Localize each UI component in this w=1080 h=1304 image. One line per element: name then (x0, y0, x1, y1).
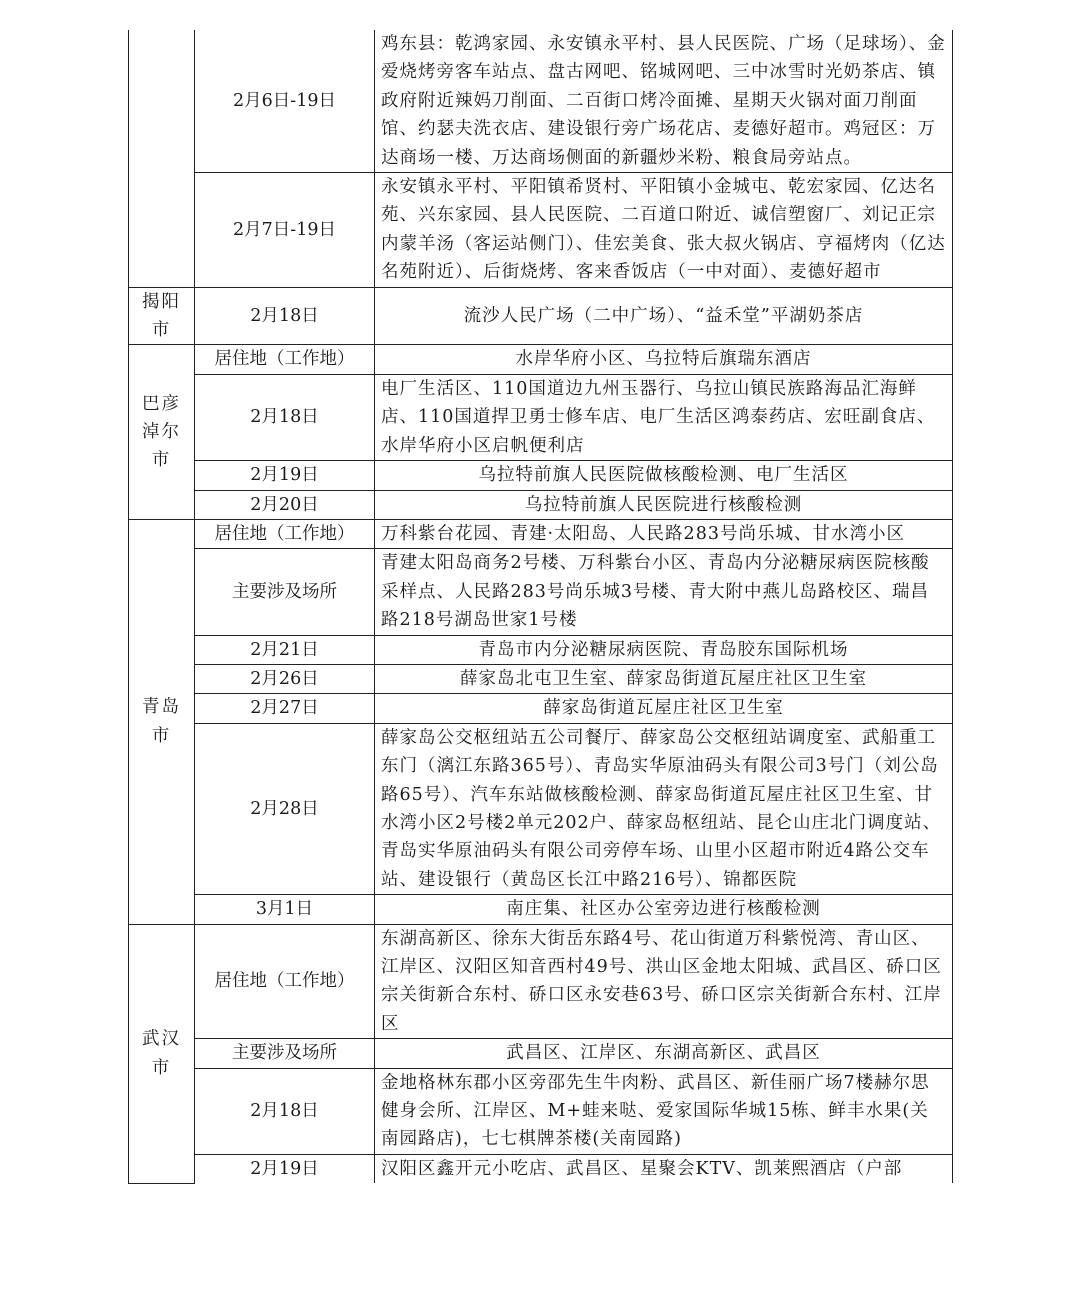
date-cell: 3月1日 (195, 895, 375, 924)
table-row (129, 287, 953, 345)
city-cell: 巴彦淖尔市 (129, 345, 195, 519)
table-row (129, 374, 953, 460)
places-cell: 万科紫台花园、青建·太阳岛、人民路283号尚乐城、甘水湾小区 (375, 519, 953, 548)
table-row (129, 1039, 953, 1068)
date-cell: 2月19日 (195, 1154, 375, 1183)
date-cell: 居住地（工作地） (195, 924, 375, 1039)
table-row (129, 1068, 953, 1154)
table-row (129, 549, 953, 635)
places-cell: 薛家岛公交枢纽站五公司餐厅、薛家岛公交枢纽站调度室、武船重工东门（漓江东路365号）、青岛实华原油码头有限公司3号门（刘公岛路65号）、汽车东站做核酸检测、薛家岛街道瓦屋庄社区卫生室、甘水湾小区2号楼2单元202户、薛家岛枢纽站、昆仑山庄北门调度站、青岛实华原油码头有限公司旁停车场、山里小区超市附近4路公交车站、建设银行（黄岛区长江中路216号）、锦都医院 (375, 723, 953, 894)
exposure-locations-table (128, 30, 953, 1184)
table-row (129, 895, 953, 924)
table-row (129, 173, 953, 288)
date-cell: 2月28日 (195, 723, 375, 894)
places-cell: 乌拉特前旗人民医院进行核酸检测 (375, 490, 953, 519)
places-cell: 南庄集、社区办公室旁边进行核酸检测 (375, 895, 953, 924)
table-row (129, 490, 953, 519)
date-cell: 2月20日 (195, 490, 375, 519)
table-row (129, 519, 953, 548)
date-cell: 2月21日 (195, 635, 375, 664)
table-row (129, 30, 953, 173)
date-cell: 2月18日 (195, 1068, 375, 1154)
date-cell: 居住地（工作地） (195, 519, 375, 548)
date-cell: 2月6日-19日 (195, 30, 375, 173)
table-row (129, 635, 953, 664)
date-cell: 2月27日 (195, 694, 375, 723)
table-row (129, 723, 953, 894)
places-cell: 东湖高新区、徐东大街岳东路4号、花山街道万科紫悦湾、青山区、江岸区、汉阳区知音西村49号、洪山区金地太阳城、武昌区、硚口区宗关街新合东村、硚口区永安巷63号、硚口区宗关街新合东村、江岸区 (375, 924, 953, 1039)
date-cell: 2月7日-19日 (195, 173, 375, 288)
places-cell: 乌拉特前旗人民医院做核酸检测、电厂生活区 (375, 461, 953, 490)
places-cell: 青岛市内分泌糖尿病医院、青岛胶东国际机场 (375, 635, 953, 664)
table-row (129, 924, 953, 1039)
places-cell: 武昌区、江岸区、东湖高新区、武昌区 (375, 1039, 953, 1068)
places-cell: 青建太阳岛商务2号楼、万科紫台小区、青岛内分泌糖尿病医院核酸采样点、人民路283号尚乐城3号楼、青大附中燕儿岛路校区、瑞昌路218号湖岛世家1号楼 (375, 549, 953, 635)
table-row (129, 664, 953, 693)
places-cell: 流沙人民广场（二中广场）、“益禾堂”平湖奶茶店 (375, 287, 953, 345)
city-cell: 揭阳市 (129, 287, 195, 345)
date-cell: 主要涉及场所 (195, 1039, 375, 1068)
city-cell: 武汉市 (129, 924, 195, 1183)
places-cell: 薛家岛街道瓦屋庄社区卫生室 (375, 694, 953, 723)
date-cell: 2月18日 (195, 374, 375, 460)
places-cell: 水岸华府小区、乌拉特后旗瑞东酒店 (375, 345, 953, 374)
places-cell: 薛家岛北屯卫生室、薛家岛街道瓦屋庄社区卫生室 (375, 664, 953, 693)
places-cell: 汉阳区鑫开元小吃店、武昌区、星聚会KTV、凯莱熙酒店（户部 (375, 1154, 953, 1183)
table-row (129, 694, 953, 723)
city-cell: 青岛市 (129, 519, 195, 924)
table-row (129, 345, 953, 374)
places-cell: 永安镇永平村、平阳镇希贤村、平阳镇小金城屯、乾宏家园、亿达名苑、兴东家园、县人民医院、二百道口附近、诚信塑窗厂、刘记正宗内蒙羊汤（客运站侧门）、佳宏美食、张大叔火锅店、亨福烤肉（亿达名苑附近）、后街烧烤、客来香饭店（一中对面）、麦德好超市 (375, 173, 953, 288)
places-cell: 金地格林东郡小区旁邵先生牛肉粉、武昌区、新佳丽广场7楼赫尔思健身会所、江岸区、M+蛙来哒、爱家国际华城15栋、鲜丰水果(关南园路店)，七七棋牌茶楼(关南园路) (375, 1068, 953, 1154)
date-cell: 居住地（工作地） (195, 345, 375, 374)
places-cell: 鸡东县：乾鸿家园、永安镇永平村、县人民医院、广场（足球场）、金爱烧烤旁客车站点、盘古网吧、铭城网吧、三中冰雪时光奶茶店、镇政府附近辣妈刀削面、二百街口烤冷面摊、星期天火锅对面刀削面馆、约瑟夫洗衣店、建设银行旁广场花店、麦德好超市。鸡冠区：万达商场一楼、万达商场侧面的新疆炒米粉、粮食局旁站点。 (375, 30, 953, 173)
date-cell: 主要涉及场所 (195, 549, 375, 635)
date-cell: 2月18日 (195, 287, 375, 345)
date-cell: 2月26日 (195, 664, 375, 693)
table-row (129, 1154, 953, 1183)
date-cell: 2月19日 (195, 461, 375, 490)
places-cell: 电厂生活区、110国道边九州玉器行、乌拉山镇民族路海品汇海鲜店、110国道捍卫勇士修车店、电厂生活区鸿泰药店、宏旺副食店、水岸华府小区启帆便利店 (375, 374, 953, 460)
city-cell (129, 30, 195, 287)
table-row (129, 461, 953, 490)
